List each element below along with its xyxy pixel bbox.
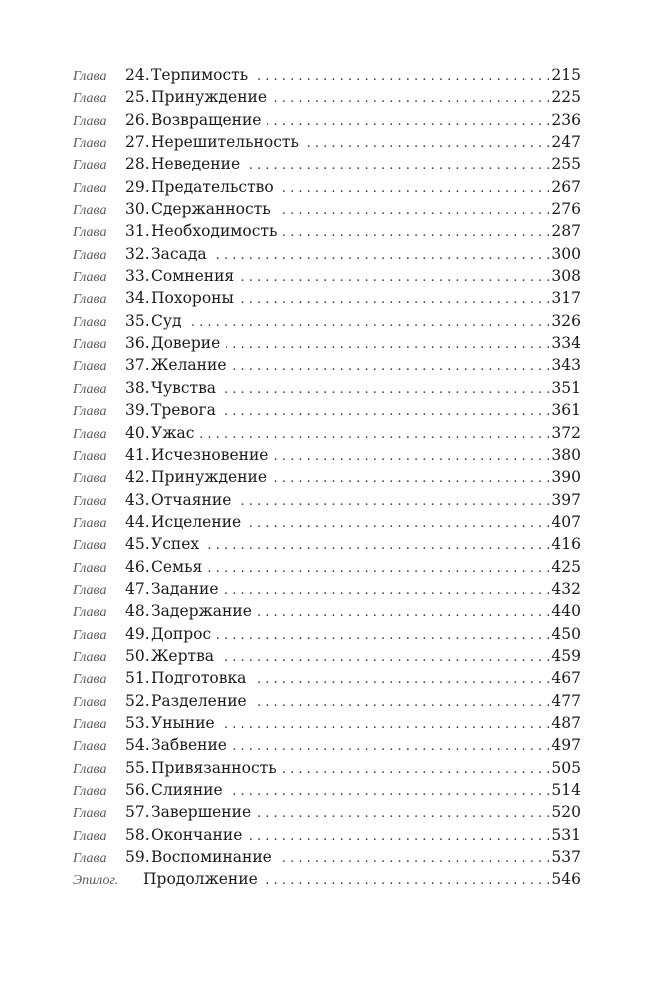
chapter-title: Завершение	[151, 803, 252, 822]
chapter-title: Исчезновение	[151, 445, 269, 464]
chapter-number: 34.	[125, 289, 150, 308]
chapter-number: 43.	[125, 490, 150, 509]
chapter-number: 26.	[125, 110, 150, 129]
chapter-label: Глава	[73, 292, 107, 308]
chapter-number: 35.	[125, 311, 150, 330]
chapter-label: Глава	[73, 225, 107, 241]
chapter-title: Слияние	[151, 781, 223, 799]
toc-row[interactable]	[73, 176, 581, 198]
chapter-page-number: 407	[551, 512, 581, 531]
chapter-title: Задержание	[151, 602, 252, 621]
toc-row-epilogue[interactable]	[73, 868, 581, 890]
chapter-number: 41.	[125, 445, 150, 464]
chapter-title: Похороны	[151, 289, 234, 308]
chapter-label: Глава	[73, 203, 107, 219]
chapter-page-number: 514	[551, 781, 581, 799]
toc-row[interactable]	[73, 623, 581, 645]
chapter-page-number: 308	[551, 267, 581, 286]
toc-row[interactable]	[73, 801, 581, 823]
chapter-title: Неведение	[151, 155, 241, 174]
chapter-page-number: 397	[551, 490, 581, 509]
chapter-list	[73, 64, 581, 868]
toc-row[interactable]	[73, 645, 581, 667]
chapter-title: Забвение	[151, 736, 227, 755]
chapter-title: Доверие	[151, 334, 221, 353]
chapter-page-number: 520	[551, 803, 581, 822]
dot-leader	[220, 647, 550, 669]
chapter-number: 40.	[125, 423, 150, 442]
chapter-number: 53.	[125, 713, 150, 732]
toc-row[interactable]	[73, 64, 581, 86]
chapter-number: 42.	[125, 468, 150, 487]
dot-leader	[225, 580, 551, 602]
chapter-label: Глава	[73, 448, 107, 464]
toc-row[interactable]	[73, 220, 581, 242]
dot-leader	[222, 401, 551, 423]
chapter-label: Глава	[73, 739, 107, 755]
toc-row[interactable]	[73, 287, 581, 309]
chapter-page-number: 467	[551, 669, 581, 688]
chapter-page-number: 497	[551, 736, 581, 755]
chapter-label: Глава	[73, 158, 107, 174]
chapter-label: Глава	[73, 337, 107, 353]
chapter-number: 45.	[125, 535, 150, 554]
chapter-title: Тревога	[151, 401, 216, 420]
epilogue-page-number: 546	[551, 870, 581, 889]
chapter-title: Предательство	[151, 177, 274, 196]
chapter-title: Сомнения	[151, 267, 235, 286]
toc-row[interactable]	[73, 466, 581, 488]
chapter-label: Глава	[73, 113, 107, 129]
chapter-number: 25.	[125, 88, 150, 107]
dot-leader	[273, 88, 550, 110]
dot-leader	[200, 424, 550, 446]
chapter-number: 44.	[125, 512, 150, 531]
chapter-page-number: 450	[551, 624, 581, 643]
chapter-number: 37.	[125, 356, 150, 375]
chapter-number: 28.	[125, 155, 150, 174]
dot-leader	[188, 312, 551, 334]
chapter-number: 50.	[125, 646, 150, 665]
chapter-number: 32.	[125, 244, 150, 263]
chapter-title: Задание	[151, 579, 219, 598]
dot-leader	[246, 155, 550, 177]
chapter-label: Глава	[73, 784, 107, 799]
chapter-title: Уныние	[151, 713, 215, 732]
chapter-number: 56.	[125, 781, 150, 799]
dot-leader	[283, 759, 551, 781]
dot-leader	[205, 535, 550, 557]
toc-row[interactable]	[73, 399, 581, 421]
chapter-page-number: 361	[551, 401, 581, 420]
chapter-title: Терпимость	[151, 66, 249, 84]
toc-row[interactable]	[73, 667, 581, 689]
dot-leader	[222, 379, 550, 401]
chapter-title: Привязанность	[151, 758, 277, 777]
dot-leader	[257, 803, 550, 825]
toc-row[interactable]	[73, 265, 581, 287]
chapter-number: 31.	[125, 222, 150, 241]
toc-row[interactable]	[73, 377, 581, 399]
chapter-title: Допрос	[151, 624, 212, 643]
chapter-number: 59.	[125, 848, 150, 867]
chapter-label: Глава	[73, 851, 107, 867]
toc-row[interactable]	[73, 690, 581, 712]
chapter-number: 33.	[125, 267, 150, 286]
chapter-page-number: 300	[551, 244, 581, 263]
chapter-label: Глава	[73, 270, 107, 286]
chapter-page-number: 416	[551, 535, 581, 554]
chapter-number: 47.	[125, 579, 150, 598]
chapter-title: Нерешительность	[151, 133, 299, 152]
chapter-number: 24.	[125, 66, 150, 84]
toc-row[interactable]	[73, 109, 581, 131]
chapter-title: Исцеление	[151, 512, 242, 531]
chapter-label: Глава	[73, 627, 107, 643]
chapter-title: Семья	[151, 557, 203, 576]
chapter-title: Жертва	[151, 646, 215, 665]
chapter-number: 52.	[125, 691, 150, 710]
chapter-label: Глава	[73, 314, 107, 330]
chapter-number: 46.	[125, 557, 150, 576]
chapter-page-number: 276	[551, 200, 581, 219]
chapter-title: Принуждение	[151, 468, 268, 487]
chapter-label: Глава	[73, 69, 107, 84]
chapter-label: Глава	[73, 560, 107, 576]
chapter-label: Глава	[73, 515, 107, 531]
chapter-page-number: 537	[551, 848, 581, 867]
toc-row[interactable]	[73, 511, 581, 533]
chapter-title: Возвращение	[151, 110, 262, 129]
chapter-page-number: 255	[551, 155, 581, 174]
toc-row[interactable]	[73, 757, 581, 779]
dot-leader	[305, 133, 550, 155]
chapter-page-number: 287	[551, 222, 581, 241]
chapter-label: Глава	[73, 649, 107, 665]
chapter-title: Отчаяние	[151, 490, 232, 509]
chapter-page-number: 215	[551, 66, 581, 84]
chapter-label: Глава	[73, 180, 107, 196]
toc-row[interactable]	[73, 153, 581, 175]
dot-leader	[233, 736, 550, 758]
dot-leader	[240, 267, 550, 289]
toc-row[interactable]	[73, 310, 581, 332]
chapter-label: Глава	[73, 426, 107, 442]
dot-leader	[221, 714, 551, 736]
chapter-page-number: 380	[551, 445, 581, 464]
toc-row[interactable]	[73, 243, 581, 265]
toc-row[interactable]	[73, 734, 581, 756]
chapter-page-number: 531	[551, 825, 581, 844]
chapter-label: Глава	[73, 381, 107, 397]
toc-row[interactable]	[73, 354, 581, 376]
chapter-page-number: 425	[551, 557, 581, 576]
toc-row[interactable]	[73, 824, 581, 846]
dot-leader	[253, 692, 551, 714]
chapter-title: Чувства	[151, 378, 217, 397]
chapter-label: Глава	[73, 716, 107, 732]
chapter-number: 58.	[125, 825, 150, 844]
chapter-page-number: 351	[551, 378, 581, 397]
dot-leader	[233, 356, 551, 378]
toc-row[interactable]	[73, 578, 581, 600]
chapter-label: Глава	[73, 493, 107, 509]
epilogue-title: Продолжение	[143, 870, 258, 889]
chapter-number: 49.	[125, 624, 150, 643]
toc-row[interactable]	[73, 533, 581, 555]
chapter-label: Глава	[73, 605, 107, 621]
chapter-page-number: 334	[551, 334, 581, 353]
chapter-page-number: 236	[551, 110, 581, 129]
chapter-page-number: 390	[551, 468, 581, 487]
chapter-title: Успех	[151, 535, 200, 554]
chapter-page-number: 225	[551, 88, 581, 107]
toc-row[interactable]	[73, 600, 581, 622]
dot-leader	[226, 334, 550, 356]
chapter-number: 57.	[125, 803, 150, 822]
dot-leader	[248, 826, 550, 848]
dot-leader	[278, 848, 551, 870]
chapter-title: Воспоминание	[151, 848, 272, 867]
dot-leader	[273, 468, 550, 490]
chapter-number: 54.	[125, 736, 150, 755]
toc-row[interactable]	[73, 846, 581, 868]
dot-leader	[237, 491, 550, 513]
chapter-number: 27.	[125, 133, 150, 152]
chapter-number: 55.	[125, 758, 150, 777]
chapter-label: Глава	[73, 404, 107, 420]
toc-row[interactable]	[73, 131, 581, 153]
chapter-title: Необходимость	[151, 222, 278, 241]
dot-leader	[213, 245, 551, 267]
chapter-label: Глава	[73, 761, 107, 777]
chapter-label: Глава	[73, 694, 107, 710]
toc-row[interactable]	[73, 198, 581, 220]
toc-row[interactable]	[73, 332, 581, 354]
chapter-label: Глава	[73, 359, 107, 375]
chapter-page-number: 267	[551, 177, 581, 196]
chapter-number: 51.	[125, 669, 150, 688]
chapter-label: Глава	[73, 471, 107, 487]
dot-leader	[274, 446, 550, 468]
dot-leader	[267, 111, 550, 133]
table-of-contents	[73, 64, 581, 891]
chapter-label: Глава	[73, 672, 107, 688]
dot-leader	[280, 178, 551, 200]
toc-row[interactable]	[73, 779, 581, 801]
chapter-label: Глава	[73, 582, 107, 598]
chapter-page-number: 477	[551, 691, 581, 710]
dot-leader	[217, 625, 550, 647]
chapter-number: 29.	[125, 177, 150, 196]
chapter-title: Разделение	[151, 691, 247, 710]
chapter-label: Глава	[73, 136, 107, 152]
dot-leader	[283, 222, 550, 244]
chapter-page-number: 343	[551, 356, 581, 375]
chapter-label: Глава	[73, 538, 107, 554]
chapter-page-number: 440	[551, 602, 581, 621]
chapter-title: Подготовка	[151, 669, 247, 688]
toc-row[interactable]	[73, 556, 581, 578]
chapter-title: Засада	[151, 244, 207, 263]
chapter-number: 39.	[125, 401, 150, 420]
chapter-page-number: 459	[551, 646, 581, 665]
chapter-label: Глава	[73, 828, 107, 844]
chapter-page-number: 247	[551, 133, 581, 152]
chapter-title: Принуждение	[151, 88, 268, 107]
chapter-label: Глава	[73, 806, 107, 822]
epilogue-label: Эпилог.	[73, 873, 119, 889]
toc-row[interactable]	[73, 422, 581, 444]
toc-row[interactable]	[73, 712, 581, 734]
chapter-title: Желание	[151, 356, 227, 375]
toc-row[interactable]	[73, 489, 581, 511]
chapter-number: 48.	[125, 602, 150, 621]
dot-leader	[229, 781, 551, 803]
chapter-page-number: 487	[551, 713, 581, 732]
dot-leader	[208, 558, 550, 580]
toc-row[interactable]	[73, 86, 581, 108]
toc-row[interactable]	[73, 444, 581, 466]
chapter-number: 30.	[125, 200, 150, 219]
chapter-title: Суд	[151, 311, 182, 330]
chapter-page-number: 317	[551, 289, 581, 308]
chapter-title: Ужас	[151, 423, 195, 442]
chapter-page-number: 505	[551, 758, 581, 777]
dot-leader	[264, 870, 551, 892]
chapter-page-number: 432	[551, 579, 581, 598]
dot-leader	[277, 200, 551, 222]
chapter-title: Окончание	[151, 825, 243, 844]
chapter-page-number: 372	[551, 423, 581, 442]
dot-leader	[240, 289, 551, 311]
dot-leader	[254, 66, 550, 88]
dot-leader	[252, 669, 550, 691]
chapter-page-number: 326	[551, 311, 581, 330]
chapter-number: 36.	[125, 334, 150, 353]
dot-leader	[247, 513, 550, 535]
chapter-label: Глава	[73, 247, 107, 263]
chapter-title: Сдержанность	[151, 200, 271, 219]
chapter-number: 38.	[125, 378, 150, 397]
chapter-label: Глава	[73, 91, 107, 107]
dot-leader	[258, 602, 551, 624]
